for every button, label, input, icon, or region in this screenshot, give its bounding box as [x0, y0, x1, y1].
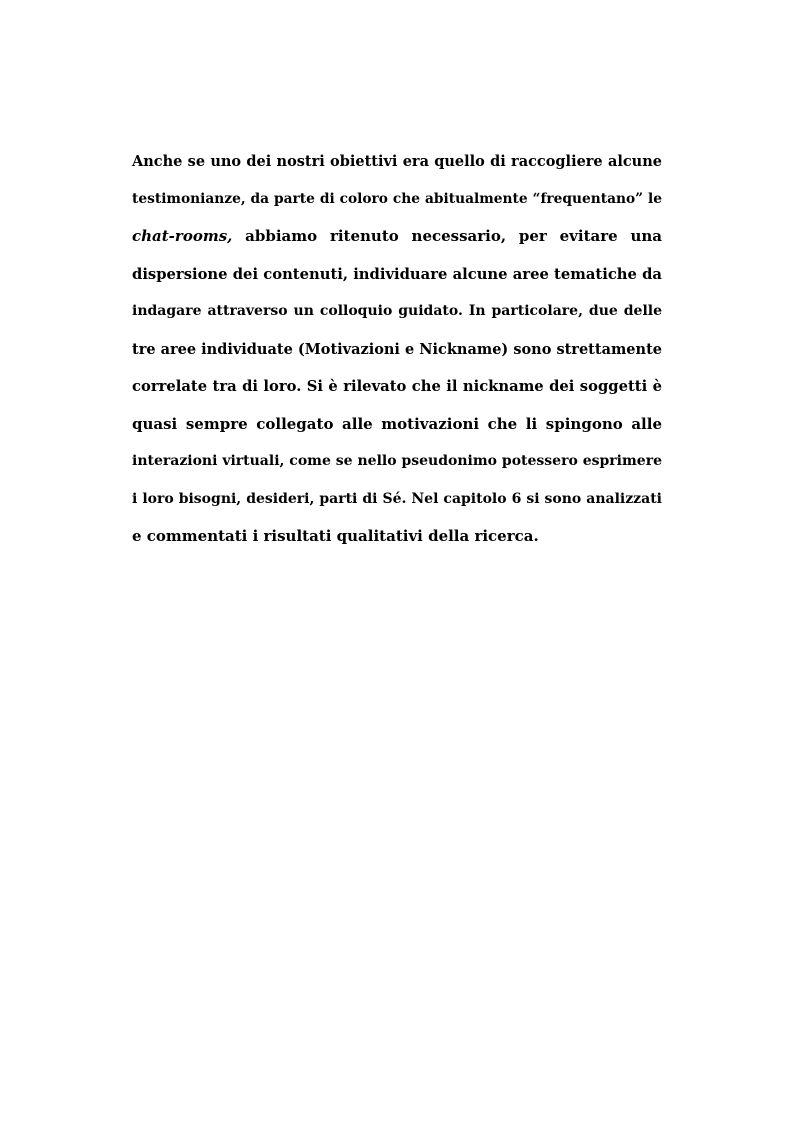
paragraph-line-4: dispersione dei contenuti, individuare alcune aree tematiche da [132, 265, 662, 283]
paragraph-line-11: e commentati i risultati qualitativi della ricerca. [132, 527, 539, 545]
paragraph-line-3 [132, 218, 662, 256]
paragraph-line-1: Anche se uno dei nostri obiettivi era quello di raccogliere alcune [132, 153, 662, 170]
paragraph-line-10: i loro bisogni, desideri, parti di Sé. Nel capitolo 6 si sono analizzati [132, 490, 662, 507]
paragraph-line-6: tre aree individuate (Motivazioni e Nickname) sono strettamente [132, 340, 662, 358]
paragraph-line-2: testimonianze, da parte di coloro che abitualmente “frequentano” le [132, 190, 662, 207]
paragraph-line-3-rest: abbiamo ritenuto necessario, per evitare una [232, 227, 662, 245]
body-paragraph [132, 143, 662, 556]
paragraph-line-7: correlate tra di loro. Si è rilevato che il nickname dei soggetti è [132, 378, 662, 395]
paragraph-line-8: quasi sempre collegato alle motivazioni che li spingono alle [132, 414, 662, 433]
chat-rooms-term: chat-rooms, [132, 227, 233, 245]
paragraph-line-9: interazioni virtuali, come se nello pseudonimo potessero esprimere [132, 453, 662, 469]
paragraph-line-5: indagare attraverso un colloquio guidato. In particolare, due delle [132, 303, 662, 319]
